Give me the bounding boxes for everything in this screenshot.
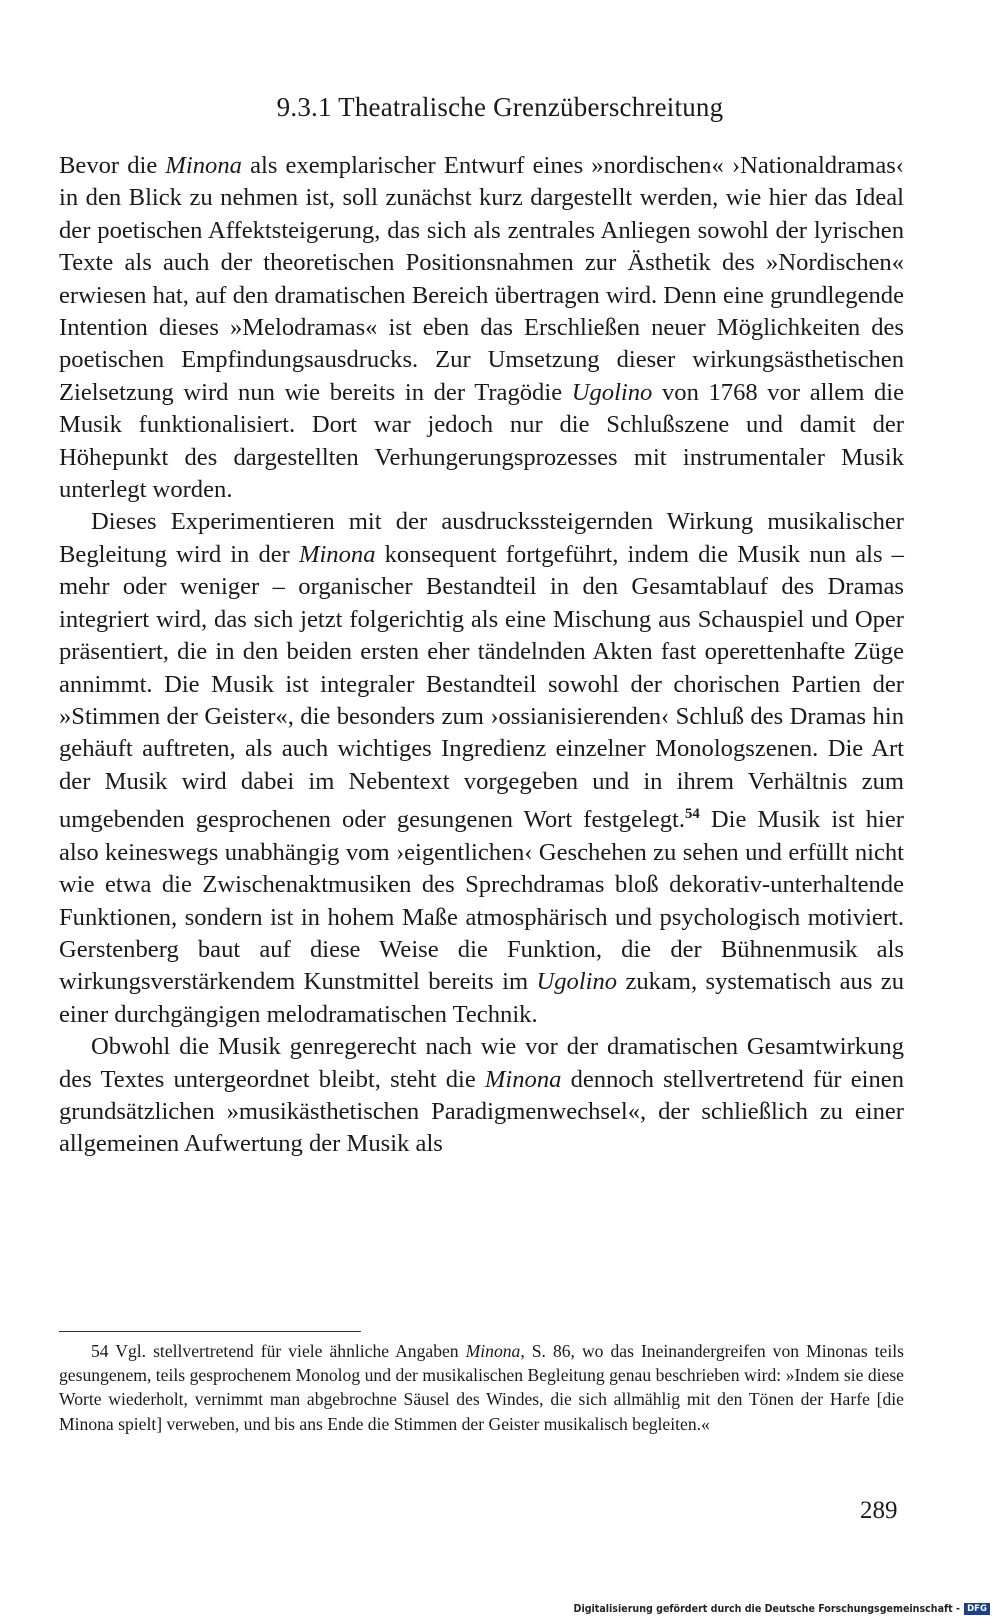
italic-title: Minona [465,1341,521,1361]
footnote-divider [59,1331,361,1332]
digitization-notice-text: Digitalisierung gefördert durch die Deutsche Forschungsgemeinschaft - [573,1603,960,1615]
dfg-logo: DFG [964,1603,990,1615]
italic-title: Minona [165,152,242,179]
page-number: 289 [860,1497,898,1524]
paragraph: Bevor die Minona als exemplarischer Entwurf eines »nordischen« ›Nationaldramas‹ in den Blick zu nehmen ist, soll zunächst kurz dargestellt werden, wie hier das Ideal der poetischen Affektsteigerung, das sich als zentrales Anliegen sowohl der lyrischen Texte als auch der theoretischen Positionsnahmen zur Ästhetik des »Nordischen« erwiesen hat, auf den dramatischen Bereich übertragen wird. Denn eine grundlegende Intention dieses »Melodramas« ist eben das Erschließen neuer Möglichkeiten des poetischen Empfindungsausdrucks. Zur Umsetzung dieser wirkungsästhetischen Zielsetzung wird nun wie bereits in der Tragödie Ugolino von 1768 vor allem die Musik funktionalisiert. Dort war jedoch nur die Schlußszene und damit der Höhepunkt des dargestellten Verhungerungsprozesses mit instrumentaler Musik unterlegt worden. [59,152,904,504]
body-text [59,150,904,1161]
italic-title: Ugolino [536,968,618,996]
paragraph: Obwohl die Musik genregerecht nach wie vor der dramatischen Gesamtwirkung des Textes untergeordnet bleibt, steht die Minona dennoch stellvertretend für einen grundsätzlichen »musikästhetischen Paradigmenwechsel«, der schließlich zu einer allgemeinen Aufwertung der Musik als [59,1033,904,1158]
digitization-notice [560,1600,990,1618]
italic-title: Minona [298,540,376,568]
footnote: 54 Vgl. stellvertretend für viele ähnliche Angaben Minona, S. 86, wo das Ineinandergreifen von Minonas teils gesungenem, teils gesprochenem Monolog und der musikalischen Begleitung genau beschrieben wird: »Indem sie diese Worte wiederholt, vernimmt man abgebrochne Säusel des Windes, die sich allmählig mit den Tönen der Harfe [die Minona spielt] verweben, und bis ans Ende die Stimmen der Geister musikalisch begleiten.« [59,1341,904,1434]
paragraph: Dieses Experimentieren mit der ausdruckssteigernden Wirkung musikalischer Begleitung wird in der Minona konsequent fortgeführt, indem die Musik nun als – mehr oder weniger – organischer Bestandteil in den Gesamtablauf des Dramas integriert wird, das sich jetzt folgerichtig als eine Mischung aus Schauspiel und Oper präsentiert, die in den beiden ersten eher tändelnden Akten fast operettenhafte Züge annimmt. Die Musik ist integraler Bestandteil sowohl der chorischen Partien der »Stimmen der Geister«, die besonders zum ›ossianisierenden‹ Schluß des Dramas hin gehäuft auftreten, als auch wichtiges Ingredienz einzelner Monologszenen. Die Art der Musik wird dabei im Nebentext vorgegeben und in ihrem Verhältnis zum umgebenden gesprochenen oder gesungenen Wort festgelegt.$^{54}$ Die Musik ist hier also keineswegs unabhängig vom ›eigentlichen‹ Geschehen zu sehen und erfüllt nicht wie etwa die Zwischenaktmusiken des Sprechdramas bloß dekorativ-unterhaltende Funktionen, sondern ist in hohem Maße atmosphärisch und psychologisch motiviert. Gerstenberg baut auf diese Weise die Funktion, die der Bühnenmusik als wirkungsverstärkendem Kunstmittel bereits im Ugolino zukam, systematisch aus zu einer durchgängigen melodramatischen Technik. [59,508,904,1028]
italic-title: Minona [484,1065,562,1093]
footnote-reference[interactable]: 54 [685,806,700,823]
section-heading: 9.3.1 Theatralische Grenzüberschreitung [276,92,724,122]
italic-title: Ugolino [571,378,653,406]
